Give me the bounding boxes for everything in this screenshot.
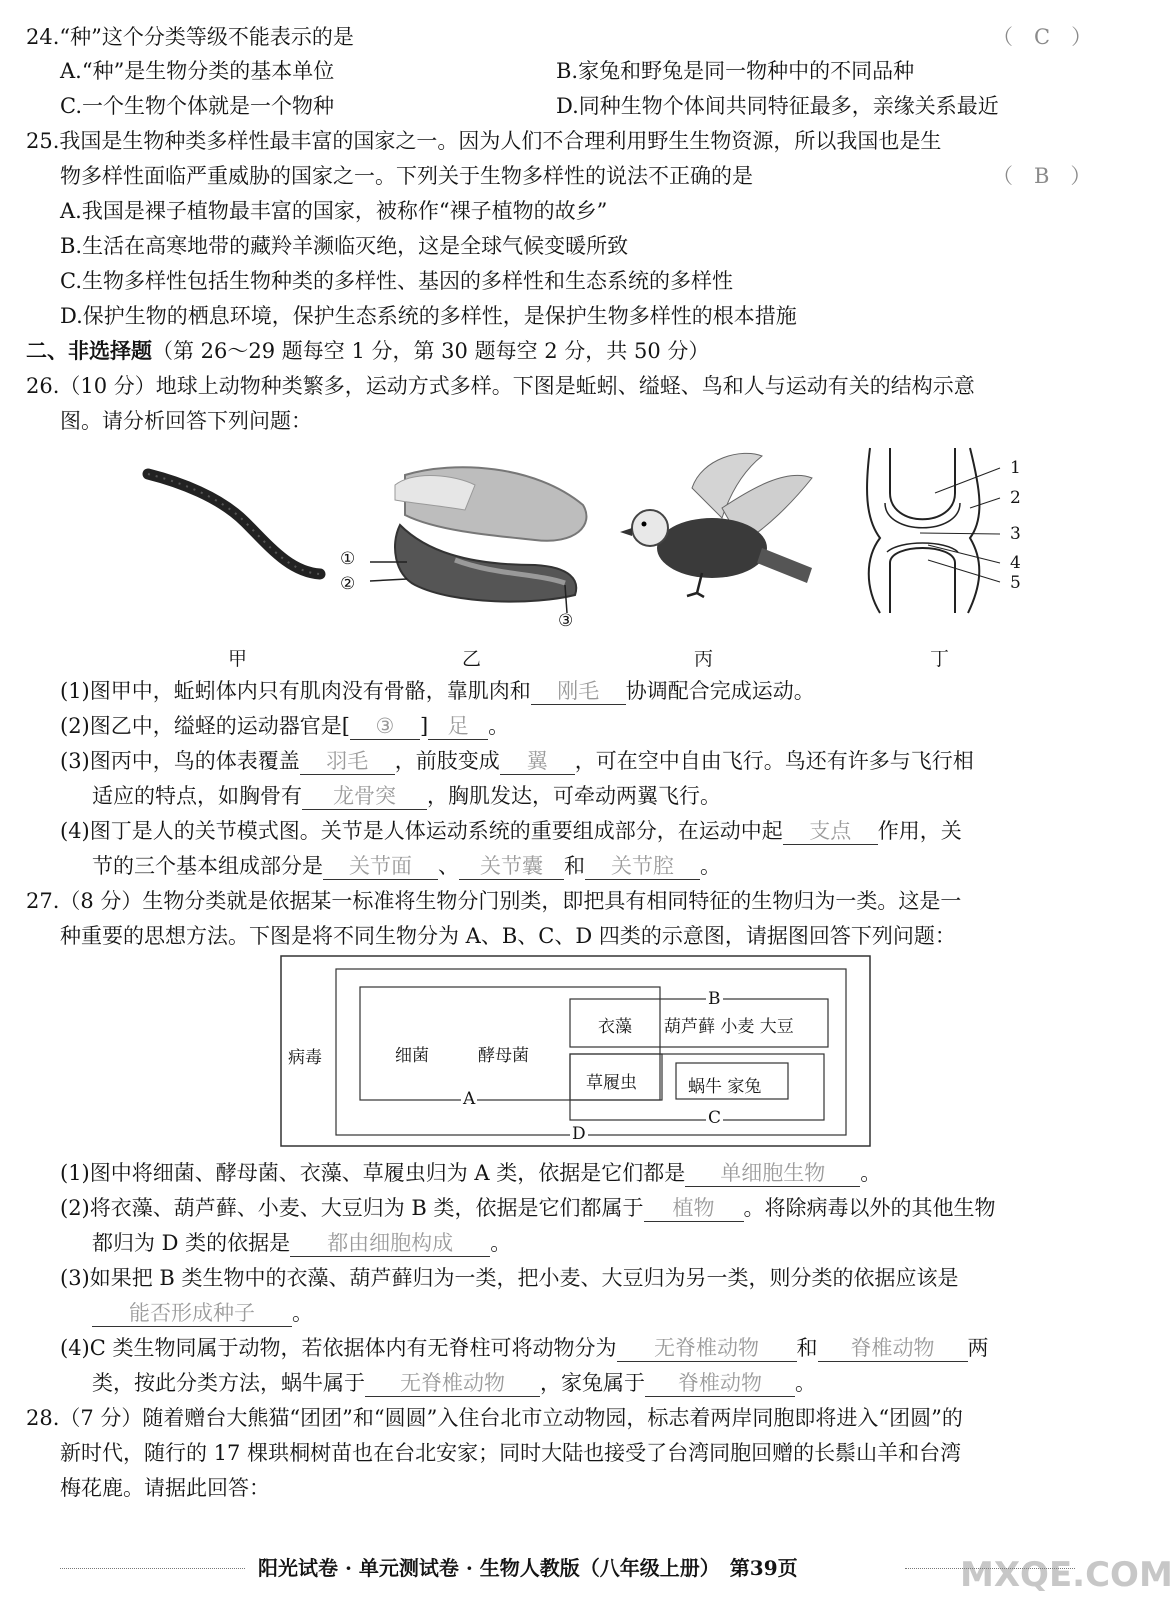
q26-sub3b: 适应的特点，如胸骨有 龙骨突 ，胸肌发达，可牵动两翼飞行。 bbox=[92, 784, 721, 808]
q27-sub1: (1)图中将细菌、酵母菌、衣藻、草履虫归为 A 类，依据是它们都是 单细胞生物 。 bbox=[60, 1161, 882, 1185]
joint-label-4: 4 bbox=[1010, 553, 1021, 573]
q25-stem-line1: 25.我国是生物种类多样性最丰富的国家之一。因为人们不合理利用野生生物资源，所以我国也是生 bbox=[26, 129, 942, 153]
q24-option-b: B.家兔和野兔是同一物种中的不同品种 bbox=[556, 59, 915, 83]
joint-diagram bbox=[860, 448, 1050, 618]
q26-stem-line1: 26.（10 分）地球上动物种类繁多，运动方式多样。下图是蚯蚓、缢蛏、鸟和人与运动有关的结构示意 bbox=[26, 374, 975, 398]
diagram-bacteria: 细菌 bbox=[395, 1046, 429, 1066]
shell-label-1: ① bbox=[340, 549, 356, 569]
diagram-label-b: B bbox=[708, 989, 721, 1009]
q27-sub4-answer3: 无脊椎动物 bbox=[365, 1370, 540, 1397]
q27-sub4-answer2: 脊椎动物 bbox=[818, 1335, 968, 1362]
q25-option-d: D.保护生物的栖息环境，保护生态系统的多样性，是保护生物多样性的根本措施 bbox=[60, 304, 797, 328]
q27-sub3-answer: 能否形成种子 bbox=[92, 1300, 292, 1327]
q26-sub4: (4)图丁是人的关节模式图。关节是人体运动系统的重要组成部分，在运动中起 支点 作用，关 bbox=[60, 819, 962, 843]
q27-sub2b: 都归为 D 类的依据是 都由细胞构成 。 bbox=[92, 1231, 512, 1255]
diagram-yeast: 酵母菌 bbox=[478, 1046, 529, 1066]
shell-label-3: ③ bbox=[558, 611, 574, 631]
q27-stem-line2: 种重要的思想方法。下图是将不同生物分为 A、B、C、D 四类的示意图，请据图回答下列问题： bbox=[60, 924, 956, 948]
classification-diagram bbox=[280, 955, 872, 1148]
diagram-chlamydomonas: 衣藻 bbox=[598, 1017, 632, 1037]
diagram-plants: 葫芦藓 小麦 大豆 bbox=[664, 1017, 794, 1037]
q27-sub2-answer1: 植物 bbox=[644, 1195, 744, 1222]
q26-sub3-answer3: 龙骨突 bbox=[302, 783, 427, 810]
q24-answer: （ C ） bbox=[992, 25, 1093, 49]
q26-sub4-answer2: 关节面 bbox=[323, 853, 438, 880]
q24-option-c: C.一个生物个体就是一个物种 bbox=[60, 94, 334, 118]
q26-stem-line2: 图。请分析回答下列问题： bbox=[60, 409, 312, 433]
q28-line1: 28.（7 分）随着赠台大熊猫“团团”和“圆圆”入住台北市立动物园，标志着两岸同胞即将进入“团圆”的 bbox=[26, 1406, 963, 1430]
q26-sub4b: 节的三个基本组成部分是 关节面 、 关节囊 和 关节腔 。 bbox=[92, 854, 721, 878]
q25-option-c: C.生物多样性包括生物种类的多样性、基因的多样性和生态系统的多样性 bbox=[60, 269, 733, 293]
diagram-label-c: C bbox=[708, 1108, 722, 1128]
section2-title: 二、非选择题 bbox=[26, 338, 152, 363]
q26-sub4-answer4: 关节腔 bbox=[585, 853, 700, 880]
earthworm-figure bbox=[140, 462, 330, 592]
shell-label-2: ② bbox=[340, 574, 356, 594]
q26-sub3: (3)图丙中，鸟的体表覆盖 羽毛 ，前肢变成 翼 ，可在空中自由飞行。鸟还有许多与飞行相 bbox=[60, 749, 974, 773]
caption-ding: 丁 bbox=[930, 648, 950, 670]
joint-label-2: 2 bbox=[1010, 488, 1021, 508]
q25-answer: （ B ） bbox=[992, 164, 1092, 188]
diagram-paramecium: 草履虫 bbox=[586, 1073, 637, 1093]
q28-line3: 梅花鹿。请据此回答： bbox=[60, 1476, 270, 1500]
q26-sub3-answer1: 羽毛 bbox=[300, 748, 395, 775]
caption-yi: 乙 bbox=[462, 648, 482, 670]
q27-stem-line1: 27.（8 分）生物分类就是依据某一标准将生物分门别类，即把具有相同特征的生物归为一类。这是一 bbox=[26, 889, 962, 913]
q25-stem-line2: 物多样性面临严重威胁的国家之一。下列关于生物多样性的说法不正确的是 bbox=[60, 164, 753, 188]
footer-text: 阳光试卷 · 单元测试卷 · 生物人教版（八年级上册） 第39页 bbox=[258, 1556, 798, 1580]
q27-sub2-answer2: 都由细胞构成 bbox=[290, 1230, 490, 1257]
q26-sub2: (2)图乙中，缢蛏的运动器官是[ ③ ] 足 。 bbox=[60, 714, 510, 738]
watermark-logo: MXQE.COM bbox=[960, 1555, 1173, 1595]
diagram-animals: 蜗牛 家兔 bbox=[688, 1077, 762, 1097]
q27-sub1-answer: 单细胞生物 bbox=[685, 1160, 860, 1187]
q26-sub2-answer2: 足 bbox=[428, 713, 488, 740]
joint-label-1: 1 bbox=[1010, 458, 1021, 478]
q25-option-b: B.生活在高寒地带的藏羚羊濒临灭绝，这是全球气候变暖所致 bbox=[60, 234, 629, 258]
q26-sub1: (1)图甲中，蚯蚓体内只有肌肉没有骨骼，靠肌肉和 刚毛 协调配合完成运动。 bbox=[60, 679, 815, 703]
razor-clam-figure bbox=[335, 455, 600, 630]
classification-boxes bbox=[280, 955, 872, 1148]
diagram-virus: 病毒 bbox=[288, 1048, 322, 1068]
q26-sub4-answer1: 支点 bbox=[783, 818, 878, 845]
q24-stem: 24.“种”这个分类等级不能表示的是 bbox=[26, 25, 354, 49]
q28-line2: 新时代，随行的 17 棵珙桐树苗也在台北安家；同时大陆也接受了台湾同胞回赠的长鬃山羊和台湾 bbox=[60, 1441, 962, 1465]
joint-label-3: 3 bbox=[1010, 524, 1021, 544]
q26-sub1-answer: 刚毛 bbox=[531, 678, 626, 705]
diagram-label-d: D bbox=[572, 1124, 586, 1144]
section2-note: （第 26～29 题每空 1 分，第 30 题每空 2 分，共 50 分） bbox=[152, 339, 710, 363]
q24-option-a: A.“种”是生物分类的基本单位 bbox=[60, 59, 335, 83]
footer-rule-left bbox=[60, 1568, 245, 1569]
q26-sub3-answer2: 翼 bbox=[500, 748, 575, 775]
q24-option-d: D.同种生物个体间共同特征最多，亲缘关系最近 bbox=[556, 94, 999, 118]
caption-jia: 甲 bbox=[228, 648, 248, 670]
q27-sub3: (3)如果把 B 类生物中的衣藻、葫芦藓归为一类，把小麦、大豆归为另一类，则分类的依据应该是 bbox=[60, 1266, 959, 1290]
q27-sub4-answer1: 无脊椎动物 bbox=[617, 1335, 797, 1362]
q27-sub4-answer4: 脊椎动物 bbox=[645, 1370, 795, 1397]
q27-sub3b: 能否形成种子 。 bbox=[92, 1298, 313, 1328]
section2-heading bbox=[26, 336, 709, 366]
diagram-label-a: A bbox=[463, 1089, 476, 1109]
caption-bing: 丙 bbox=[694, 648, 714, 670]
bird-figure bbox=[612, 448, 817, 598]
q25-option-a: A.我国是裸子植物最丰富的国家，被称作“裸子植物的故乡” bbox=[60, 199, 608, 223]
q26-sub2-answer1: ③ bbox=[350, 713, 420, 740]
joint-label-5: 5 bbox=[1010, 573, 1021, 593]
q27-sub2: (2)将衣藻、葫芦藓、小麦、大豆归为 B 类，依据是它们都属于 植物 。将除病毒以外的其他生物 bbox=[60, 1196, 996, 1220]
q26-sub4-answer3: 关节囊 bbox=[459, 853, 564, 880]
q27-sub4: (4)C 类生物同属于动物，若依据体内有无脊柱可将动物分为 无脊椎动物 和 脊椎动物 两 bbox=[60, 1336, 989, 1360]
q27-sub4b: 类，按此分类方法，蜗牛属于 无脊椎动物 ，家兔属于 脊椎动物 。 bbox=[92, 1371, 816, 1395]
